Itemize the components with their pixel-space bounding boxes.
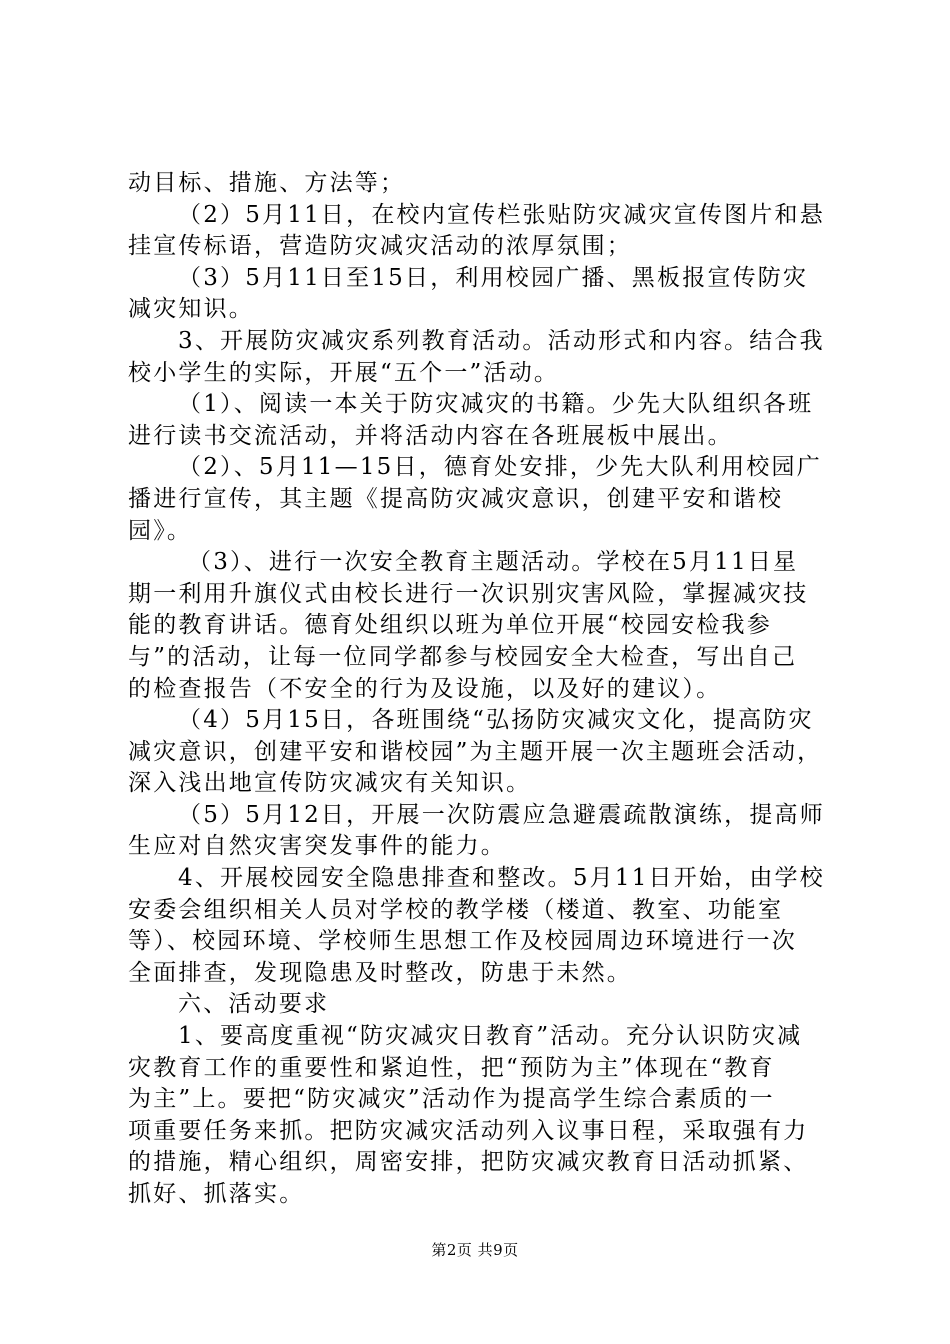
text-line: 园》。 bbox=[128, 517, 193, 544]
text-line: 挂宣传标语，营造防灾减灾活动的浓厚氛围； bbox=[128, 233, 632, 260]
text-line: 等）、校园环境、学校师生思想工作及校园周边环境进行一次 bbox=[128, 928, 797, 955]
text-line: 减灾知识。 bbox=[128, 296, 254, 323]
text-line: 灾教育工作的重要性和紧迫性，把“预防为主”体现在“教育 bbox=[128, 1054, 775, 1081]
page-footer: 第2页 共9页 bbox=[431, 1241, 519, 1259]
text-line: 生应对自然灾害突发事件的能力。 bbox=[128, 833, 506, 860]
text-line: 深入浅出地宣传防灾减灾有关知识。 bbox=[128, 770, 532, 797]
text-line: 全面排查，发现隐患及时整改，防患于未然。 bbox=[128, 959, 632, 986]
text-line: 安委会组织相关人员对学校的教学楼（楼道、教室、功能室 bbox=[128, 896, 784, 923]
text-line: （5）5月12日，开展一次防震应急避震疏散演练，提高师 bbox=[178, 801, 825, 828]
text-line: （2）5月11日，在校内宣传栏张贴防灾减灾宣传图片和悬 bbox=[178, 201, 825, 228]
text-line: （3）5月11日至15日，利用校园广播、黑板报宣传防灾 bbox=[178, 264, 809, 291]
text-line: 期一利用升旗仪式由校长进行一次识别灾害风险，掌握减灾技 bbox=[128, 580, 809, 607]
text-line: 4、开展校园安全隐患排查和整改。5月11日开始，由学校 bbox=[178, 865, 825, 892]
text-line: 减灾意识，创建平安和谐校园”为主题开展一次主题班会活动， bbox=[128, 738, 823, 765]
text-line: 与”的活动，让每一位同学都参与校园安全大检查，写出自己 bbox=[128, 643, 798, 670]
text-line: （1）、阅读一本关于防灾减灾的书籍。少先大队组织各班 bbox=[178, 391, 814, 418]
text-line: 动目标、措施、方法等； bbox=[128, 170, 406, 196]
text-line: （4）5月15日，各班围绕“弘扬防灾减灾文化，提高防灾 bbox=[178, 707, 814, 734]
text-line: 1、要高度重视“防灾减灾日教育”活动。充分认识防灾减 bbox=[178, 1023, 803, 1050]
text-line: 抓好、抓落实。 bbox=[128, 1181, 305, 1207]
text-line: 的措施，精心组织，周密安排，把防灾减灾教育日活动抓紧、 bbox=[128, 1149, 809, 1176]
text-line: （2）、5月11—15日，德育处安排，少先大队利用校园广 bbox=[178, 454, 822, 481]
text-line: 能的教育讲话。德育处组织以班为单位开展“校园安检我参 bbox=[128, 612, 772, 639]
document-body bbox=[128, 168, 828, 1211]
text-line: 为主”上。要把“防灾减灾”活动作为提高学生综合素质的一 bbox=[128, 1086, 775, 1113]
text-line: 校小学生的实际，开展“五个一”活动。 bbox=[128, 359, 560, 386]
text-line: 的检查报告（不安全的行为及设施，以及好的建议）。 bbox=[128, 675, 722, 702]
text-line: 项重要任务来抓。把防灾减灾活动列入议事日程，采取强有力 bbox=[128, 1117, 809, 1144]
text-line: 进行读书交流活动，并将活动内容在各班展板中展出。 bbox=[128, 422, 733, 449]
text-line: （3）、进行一次安全教育主题活动。学校在5月11日星 bbox=[188, 549, 799, 576]
text-line: 六、活动要求 bbox=[178, 991, 330, 1018]
text-line: 3、开展防灾减灾系列教育活动。活动形式和内容。结合我 bbox=[178, 327, 825, 354]
text-line: 播进行宣传，其主题《提高防灾减灾意识，创建平安和谐校 bbox=[128, 485, 784, 512]
